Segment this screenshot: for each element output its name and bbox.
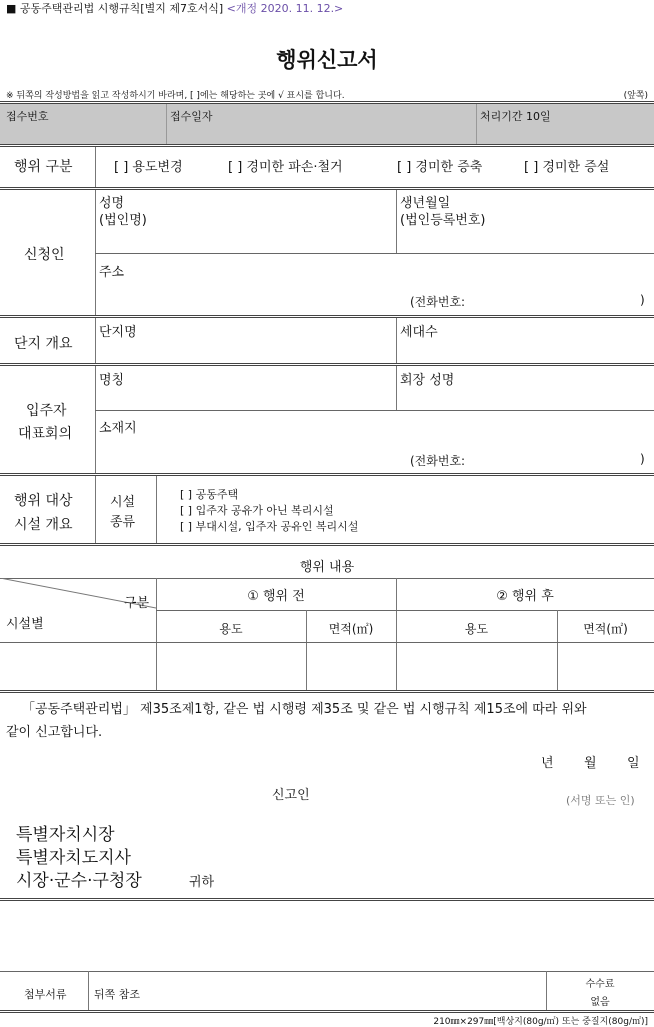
council-name-label: 명칭 xyxy=(99,373,125,388)
option-change-use[interactable]: [ ] 용도변경 xyxy=(114,160,183,175)
applicant-birth-label: 생년월일 xyxy=(400,196,451,211)
households-label: 세대수 xyxy=(400,325,438,340)
facility-option-shared-welfare[interactable]: [ ] 부대시설, 입주자 공유인 복리시설 xyxy=(180,520,359,533)
applicant-address-label: 주소 xyxy=(99,265,125,280)
before-area-field[interactable] xyxy=(309,645,393,687)
attachments-value: 뒤쪽 참조 xyxy=(94,988,141,1001)
form-title: 공동주택관리법 시행규칙[별지 제7호서식] xyxy=(19,2,224,15)
council-label-line1: 입주자 xyxy=(26,403,67,419)
before-use-header: 용도 xyxy=(219,622,243,636)
before-use-field[interactable] xyxy=(159,645,303,687)
complex-name-field[interactable] xyxy=(100,338,390,358)
after-use-field[interactable] xyxy=(399,645,554,687)
receipt-band xyxy=(0,104,654,145)
date-year-label: 년 xyxy=(541,756,554,771)
date-day-label: 일 xyxy=(627,756,640,771)
recipient-line1: 특별자치시장 xyxy=(16,825,115,845)
council-name-field[interactable] xyxy=(100,386,390,406)
option-minor-extension[interactable]: [ ] 경미한 증축 xyxy=(397,160,483,175)
council-location-field[interactable] xyxy=(100,434,640,448)
document-title: 행위신고서 xyxy=(276,48,378,72)
statement-line1: 「공동주택관리법」 제35조제1항, 같은 법 시행령 제35조 및 같은 법 시행규칙 제15조에 따라 위와 xyxy=(22,702,587,717)
council-chair-field[interactable] xyxy=(401,386,649,406)
option-minor-demolition[interactable]: [ ] 경미한 파손·철거 xyxy=(228,160,343,175)
council-phone-label: (전화번호: xyxy=(410,454,466,468)
applicant-phone-label: (전화번호: xyxy=(410,295,466,309)
option-minor-installation[interactable]: [ ] 경미한 증설 xyxy=(524,160,610,175)
corner-bottom-label: 시설별 xyxy=(6,617,44,632)
council-phone-field[interactable] xyxy=(476,450,636,468)
attachments-label: 첨부서류 xyxy=(24,988,67,1001)
page-side: (앞쪽) xyxy=(623,91,648,101)
processing-period-label: 처리기간 10일 xyxy=(480,110,551,123)
applicant-name-field[interactable] xyxy=(100,228,390,248)
facility-option-private-welfare[interactable]: [ ] 입주자 공유가 아닌 복리시설 xyxy=(180,504,334,517)
applicant-birth-field[interactable] xyxy=(401,228,649,248)
receipt-number-label: 접수번호 xyxy=(6,110,49,123)
applicant-label: 신청인 xyxy=(24,247,65,263)
revision-note: <개정 2020. 11. 12.> xyxy=(226,2,344,15)
complex-label: 단지 개요 xyxy=(14,336,73,352)
receipt-date-label: 접수일자 xyxy=(170,110,213,123)
after-use-header: 용도 xyxy=(464,622,489,636)
facility-label-line1: 행위 대상 xyxy=(14,493,73,509)
applicant-phone-close: ) xyxy=(640,293,645,307)
date-month-label: 월 xyxy=(584,756,597,771)
signature-hint[interactable]: (서명 또는 인) xyxy=(566,794,635,807)
corner-top-label: 구분 xyxy=(124,596,150,611)
instruction-note: ※ 뒤쪽의 작성방법을 읽고 작성하시기 바라며, [ ]에는 해당하는 곳에 √ 표시를 합니다. xyxy=(6,91,345,101)
council-location-label: 소재지 xyxy=(99,421,137,436)
facility-row-field[interactable] xyxy=(2,645,152,687)
facility-label-line2: 시설 개요 xyxy=(14,517,73,533)
form-header xyxy=(6,0,343,16)
applicant-birth-sub: (법인등록번호) xyxy=(400,213,486,228)
applicant-address-field[interactable] xyxy=(100,278,640,292)
before-header: ① 행위 전 xyxy=(247,589,305,604)
paper-spec: 210㎜×297㎜[백상지(80g/㎡) 또는 중질지(80g/㎡)] xyxy=(433,1017,648,1027)
council-label-line2: 대표회의 xyxy=(18,426,73,442)
recipient-suffix: 귀하 xyxy=(189,875,215,890)
header-marker: ■ xyxy=(6,2,17,15)
after-area-field[interactable] xyxy=(560,645,650,687)
applicant-name-label: 성명 xyxy=(99,196,125,211)
action-type-label: 행위 구분 xyxy=(14,159,73,175)
date-field[interactable] xyxy=(470,750,650,770)
before-area-header: 면적(㎡) xyxy=(328,622,374,636)
recipient-line2: 특별자치도지사 xyxy=(16,848,131,868)
fee-label: 수수료 xyxy=(585,979,615,990)
after-area-header: 면적(㎡) xyxy=(583,622,628,636)
applicant-name-sub: (법인명) xyxy=(99,213,147,228)
applicant-phone-field[interactable] xyxy=(476,291,636,309)
facility-kind-line1: 시설 xyxy=(110,495,136,510)
fee-value: 없음 xyxy=(590,997,610,1008)
statement-line2: 같이 신고합니다. xyxy=(6,725,103,740)
complex-name-label: 단지명 xyxy=(99,325,137,340)
council-phone-close: ) xyxy=(640,452,645,466)
after-header: ② 행위 후 xyxy=(496,589,554,604)
reporter-name-field[interactable] xyxy=(320,782,550,804)
council-chair-label: 회장 성명 xyxy=(400,373,455,388)
households-field[interactable] xyxy=(401,338,649,358)
recipient-line3: 시장·군수·구청장 xyxy=(16,871,142,891)
reporter-label: 신고인 xyxy=(272,788,310,803)
facility-option-apartment[interactable]: [ ] 공동주택 xyxy=(180,488,239,501)
content-title: 행위 내용 xyxy=(299,560,355,575)
facility-kind-line2: 종류 xyxy=(110,515,136,530)
